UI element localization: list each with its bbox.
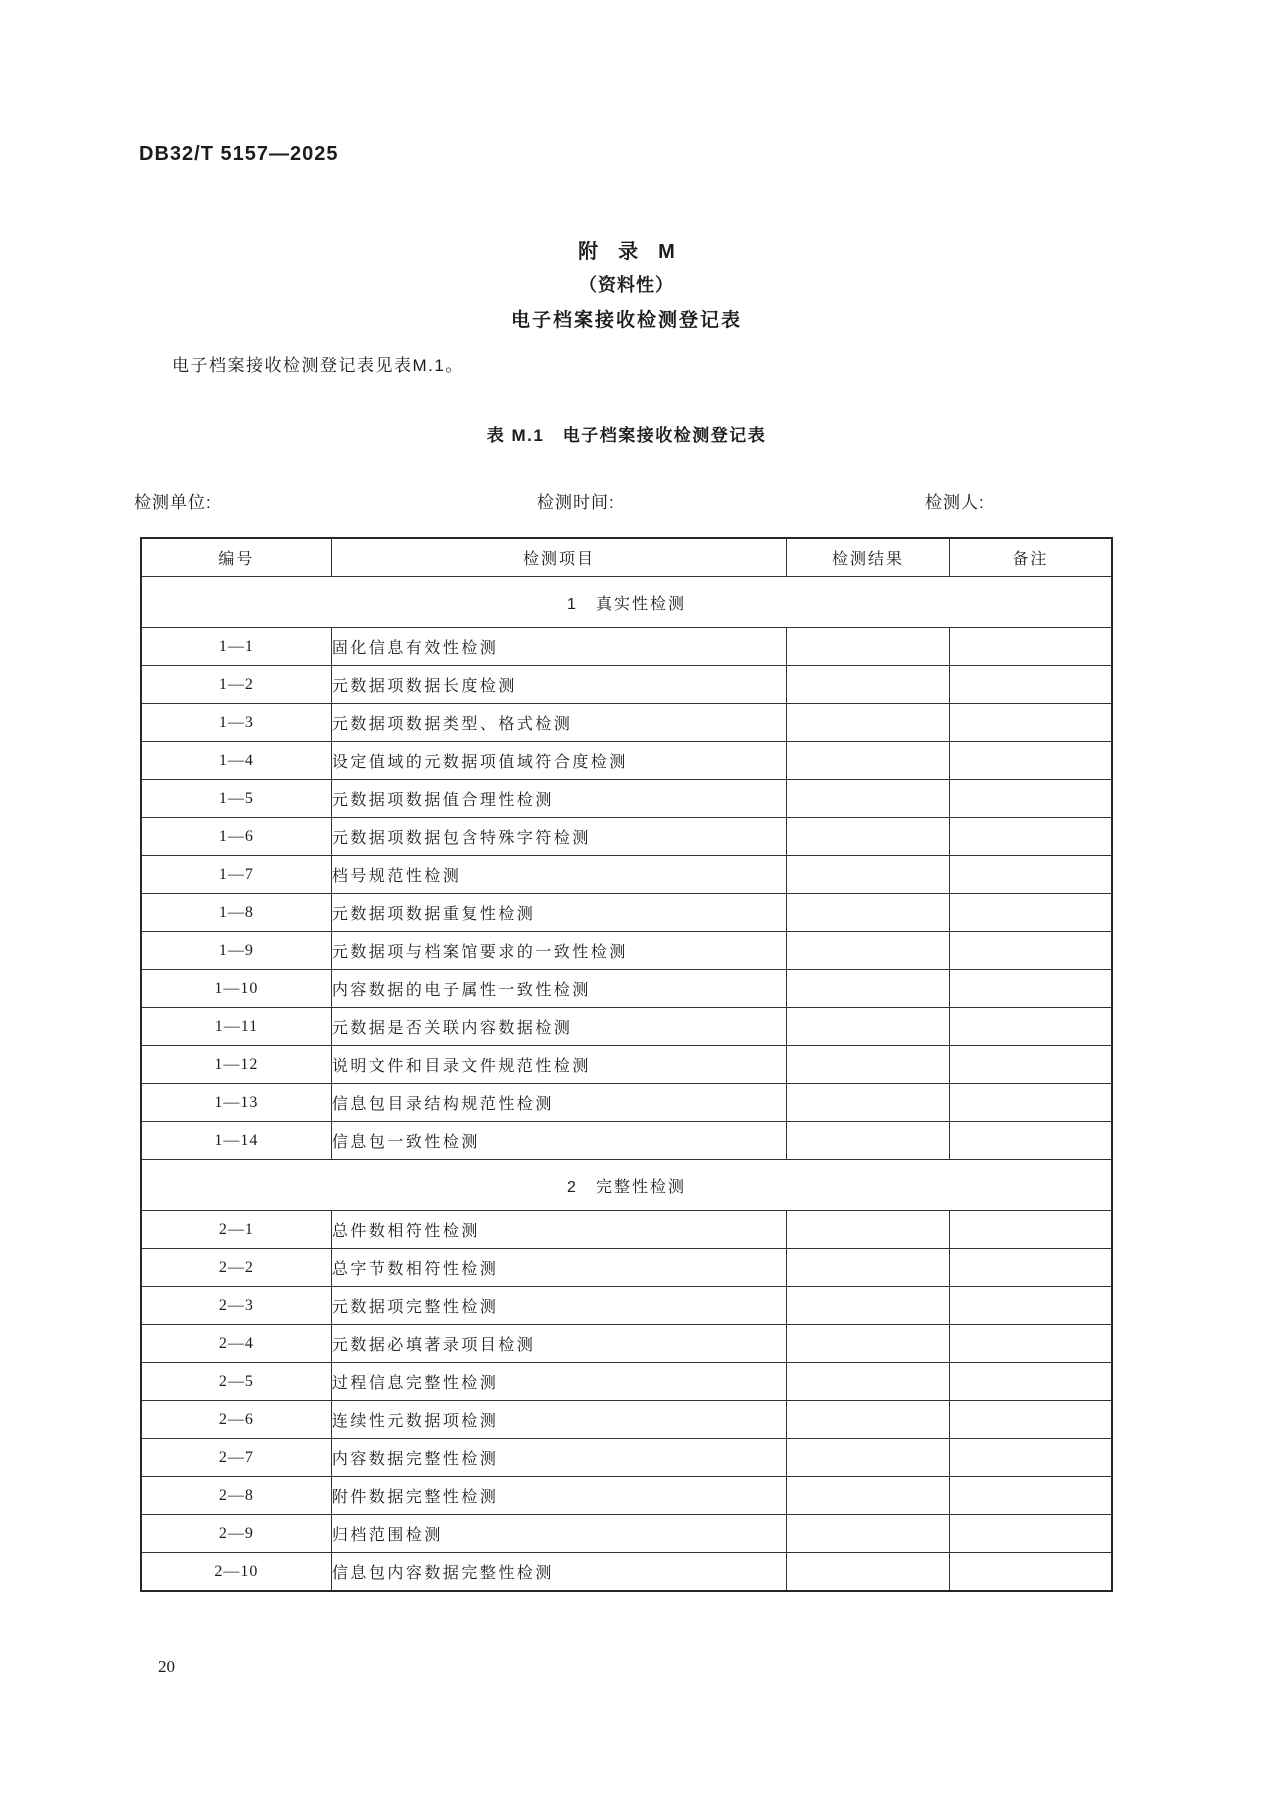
table-row — [141, 1287, 1112, 1325]
table-row — [141, 1553, 1112, 1592]
table-row — [141, 1325, 1112, 1363]
row-item-cell: 内容数据完整性检测 — [331, 1439, 786, 1477]
row-result-cell — [787, 1046, 950, 1084]
row-item-cell: 说明文件和目录文件规范性检测 — [331, 1046, 786, 1084]
row-remark-cell — [949, 666, 1112, 704]
row-result-cell — [787, 856, 950, 894]
table-row — [141, 1008, 1112, 1046]
table-row — [141, 856, 1112, 894]
inspection-unit-label: 检测单位: — [134, 493, 212, 512]
table-row — [141, 932, 1112, 970]
row-remark-cell — [949, 1211, 1112, 1249]
row-item-cell: 元数据项完整性检测 — [331, 1287, 786, 1325]
row-number-cell: 2—7 — [141, 1439, 331, 1477]
row-number-cell: 2—9 — [141, 1515, 331, 1553]
table-row — [141, 1401, 1112, 1439]
table-row — [141, 1477, 1112, 1515]
row-item-cell: 元数据项数据重复性检测 — [331, 894, 786, 932]
row-item-cell: 元数据项数据值合理性检测 — [331, 780, 786, 818]
table-body — [141, 577, 1112, 1592]
table-row — [141, 1046, 1112, 1084]
row-number-cell: 2—10 — [141, 1553, 331, 1592]
row-number-cell: 1—4 — [141, 742, 331, 780]
appendix-type-label: （资料性） — [579, 275, 674, 295]
row-number-cell: 2—1 — [141, 1211, 331, 1249]
table-row — [141, 970, 1112, 1008]
row-remark-cell — [949, 1401, 1112, 1439]
section-title: 1 真实性检测 — [141, 577, 1112, 628]
table-row — [141, 704, 1112, 742]
row-remark-cell — [949, 1249, 1112, 1287]
form-header-labels — [134, 488, 1113, 512]
section-title: 2 完整性检测 — [141, 1160, 1112, 1211]
row-item-cell: 归档范围检测 — [331, 1515, 786, 1553]
row-remark-cell — [949, 1008, 1112, 1046]
table-row — [141, 818, 1112, 856]
row-result-cell — [787, 1122, 950, 1160]
row-item-cell: 信息包内容数据完整性检测 — [331, 1553, 786, 1592]
row-remark-cell — [949, 780, 1112, 818]
row-result-cell — [787, 628, 950, 666]
table-row — [141, 1249, 1112, 1287]
row-remark-cell — [949, 1477, 1112, 1515]
standard-code: DB32/T 5157—2025 — [139, 143, 339, 165]
row-remark-cell — [949, 1287, 1112, 1325]
table-row — [141, 1439, 1112, 1477]
column-header-item: 检测项目 — [331, 538, 786, 577]
row-item-cell: 元数据项数据长度检测 — [331, 666, 786, 704]
row-result-cell — [787, 970, 950, 1008]
row-remark-cell — [949, 1122, 1112, 1160]
inspection-time-label: 检测时间: — [537, 493, 615, 512]
row-remark-cell — [949, 1084, 1112, 1122]
row-result-cell — [787, 1287, 950, 1325]
column-header-result: 检测结果 — [787, 538, 950, 577]
row-number-cell: 2—3 — [141, 1287, 331, 1325]
row-item-cell: 信息包一致性检测 — [331, 1122, 786, 1160]
row-result-cell — [787, 1401, 950, 1439]
row-number-cell: 1—8 — [141, 894, 331, 932]
row-result-cell — [787, 1477, 950, 1515]
row-result-cell — [787, 894, 950, 932]
row-result-cell — [787, 1515, 950, 1553]
row-result-cell — [787, 1439, 950, 1477]
row-result-cell — [787, 1325, 950, 1363]
table-row — [141, 1122, 1112, 1160]
row-item-cell: 连续性元数据项检测 — [331, 1401, 786, 1439]
table-row — [141, 780, 1112, 818]
row-result-cell — [787, 704, 950, 742]
registration-table — [140, 537, 1113, 1592]
row-result-cell — [787, 818, 950, 856]
row-item-cell: 过程信息完整性检测 — [331, 1363, 786, 1401]
row-number-cell: 1—14 — [141, 1122, 331, 1160]
row-item-cell: 固化信息有效性检测 — [331, 628, 786, 666]
row-result-cell — [787, 666, 950, 704]
row-remark-cell — [949, 704, 1112, 742]
column-header-remark: 备注 — [949, 538, 1112, 577]
row-remark-cell — [949, 932, 1112, 970]
row-number-cell: 2—5 — [141, 1363, 331, 1401]
table-row — [141, 894, 1112, 932]
row-item-cell: 内容数据的电子属性一致性检测 — [331, 970, 786, 1008]
row-result-cell — [787, 780, 950, 818]
intro-paragraph: 电子档案接收检测登记表见表M.1。 — [172, 356, 464, 375]
row-item-cell: 档号规范性检测 — [331, 856, 786, 894]
page-number: 20 — [158, 1657, 175, 1676]
row-number-cell: 1—1 — [141, 628, 331, 666]
row-item-cell: 设定值域的元数据项值域符合度检测 — [331, 742, 786, 780]
inspector-label: 检测人: — [925, 493, 985, 512]
appendix-heading: 附 录 M — [578, 241, 675, 263]
section-row — [141, 577, 1112, 628]
row-remark-cell — [949, 894, 1112, 932]
row-number-cell: 1—9 — [141, 932, 331, 970]
row-number-cell: 1—5 — [141, 780, 331, 818]
row-remark-cell — [949, 742, 1112, 780]
row-result-cell — [787, 1084, 950, 1122]
row-remark-cell — [949, 1046, 1112, 1084]
appendix-subject-title: 电子档案接收检测登记表 — [510, 310, 742, 331]
column-header-number: 编号 — [141, 538, 331, 577]
row-result-cell — [787, 742, 950, 780]
row-remark-cell — [949, 1553, 1112, 1592]
row-item-cell: 总件数相符性检测 — [331, 1211, 786, 1249]
row-remark-cell — [949, 1363, 1112, 1401]
row-number-cell: 1—12 — [141, 1046, 331, 1084]
row-remark-cell — [949, 1439, 1112, 1477]
row-item-cell: 信息包目录结构规范性检测 — [331, 1084, 786, 1122]
row-result-cell — [787, 1553, 950, 1592]
row-number-cell: 2—2 — [141, 1249, 331, 1287]
row-number-cell: 1—11 — [141, 1008, 331, 1046]
row-result-cell — [787, 1363, 950, 1401]
table-row — [141, 628, 1112, 666]
row-item-cell: 附件数据完整性检测 — [331, 1477, 786, 1515]
row-item-cell: 元数据必填著录项目检测 — [331, 1325, 786, 1363]
row-number-cell: 1—7 — [141, 856, 331, 894]
row-number-cell: 1—2 — [141, 666, 331, 704]
table-row — [141, 1515, 1112, 1553]
row-remark-cell — [949, 1325, 1112, 1363]
table-header-row — [141, 538, 1112, 577]
row-number-cell: 1—13 — [141, 1084, 331, 1122]
row-number-cell: 1—10 — [141, 970, 331, 1008]
row-remark-cell — [949, 970, 1112, 1008]
table-row — [141, 1084, 1112, 1122]
row-result-cell — [787, 1249, 950, 1287]
row-item-cell: 元数据项数据类型、格式检测 — [331, 704, 786, 742]
row-number-cell: 1—6 — [141, 818, 331, 856]
table-row — [141, 1363, 1112, 1401]
row-number-cell: 2—4 — [141, 1325, 331, 1363]
row-remark-cell — [949, 1515, 1112, 1553]
row-item-cell: 元数据是否关联内容数据检测 — [331, 1008, 786, 1046]
row-remark-cell — [949, 818, 1112, 856]
row-result-cell — [787, 1211, 950, 1249]
section-row — [141, 1160, 1112, 1211]
table-caption: 表 M.1 电子档案接收检测登记表 — [486, 426, 767, 445]
row-item-cell: 元数据项与档案馆要求的一致性检测 — [331, 932, 786, 970]
row-result-cell — [787, 1008, 950, 1046]
table-row — [141, 666, 1112, 704]
row-remark-cell — [949, 628, 1112, 666]
row-number-cell: 2—8 — [141, 1477, 331, 1515]
row-result-cell — [787, 932, 950, 970]
row-item-cell: 元数据项数据包含特殊字符检测 — [331, 818, 786, 856]
row-item-cell: 总字节数相符性检测 — [331, 1249, 786, 1287]
table-row — [141, 1211, 1112, 1249]
row-number-cell: 1—3 — [141, 704, 331, 742]
table-row — [141, 742, 1112, 780]
row-remark-cell — [949, 856, 1112, 894]
row-number-cell: 2—6 — [141, 1401, 331, 1439]
